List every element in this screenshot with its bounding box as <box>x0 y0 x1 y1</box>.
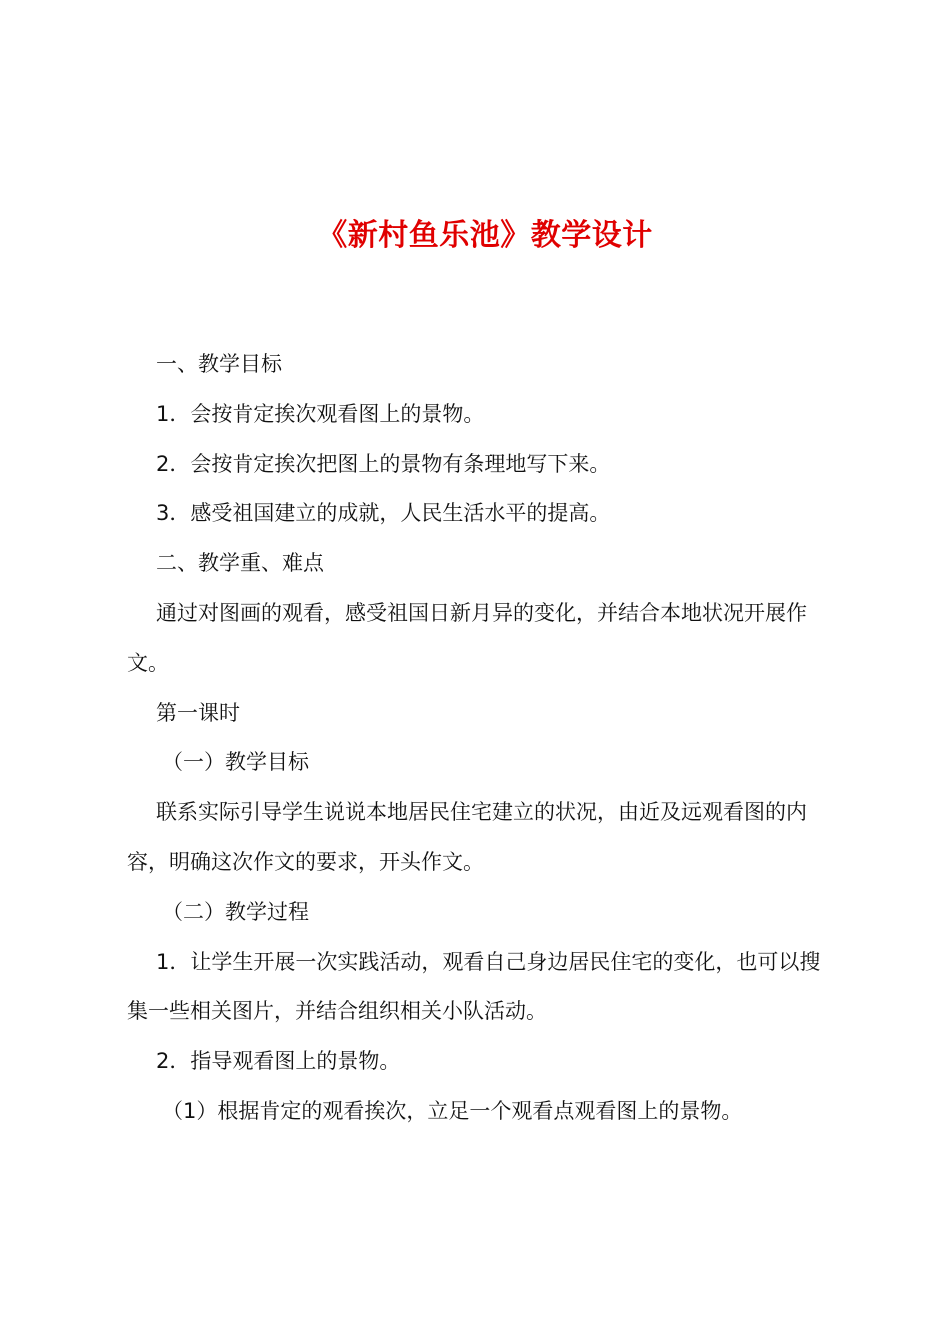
list-item: 2．指导观看图上的景物。 <box>156 1049 401 1074</box>
list-item: 1．会按肯定挨次观看图上的景物。 <box>156 401 485 426</box>
list-item: 2．会按肯定挨次把图上的景物有条理地写下来。 <box>156 451 611 476</box>
list-item: （1）根据肯定的观看挨次，立足一个观看点观看图上的景物。 <box>162 1098 743 1123</box>
subsection-heading-objectives: （一）教学目标 <box>162 750 309 775</box>
section-heading-objectives: 一、教学目标 <box>156 352 282 376</box>
section-heading-key-points: 二、教学重、难点 <box>156 551 324 576</box>
paragraph: 联系实际引导学生说说本地居民住宅建立的状况，由近及远观看图的内容，明确这次作文的要求，开头作文。 <box>127 800 807 874</box>
list-item: 3．感受祖国建立的成就，人民生活水平的提高。 <box>156 501 611 526</box>
list-item: 1．让学生开展一次实践活动，观看自己身边居民住宅的变化，也可以搜集一些相关图片，并结合组织相关小队活动。 <box>127 949 821 1024</box>
document-title: 《新村鱼乐池》教学设计 <box>317 218 653 253</box>
section-heading-first-lesson: 第一课时 <box>156 700 240 725</box>
document-body <box>127 340 835 1137</box>
paragraph: 通过对图画的观看，感受祖国日新月异的变化，并结合本地状况开展作文。 <box>127 600 807 675</box>
subsection-heading-process: （二）教学过程 <box>162 899 309 924</box>
